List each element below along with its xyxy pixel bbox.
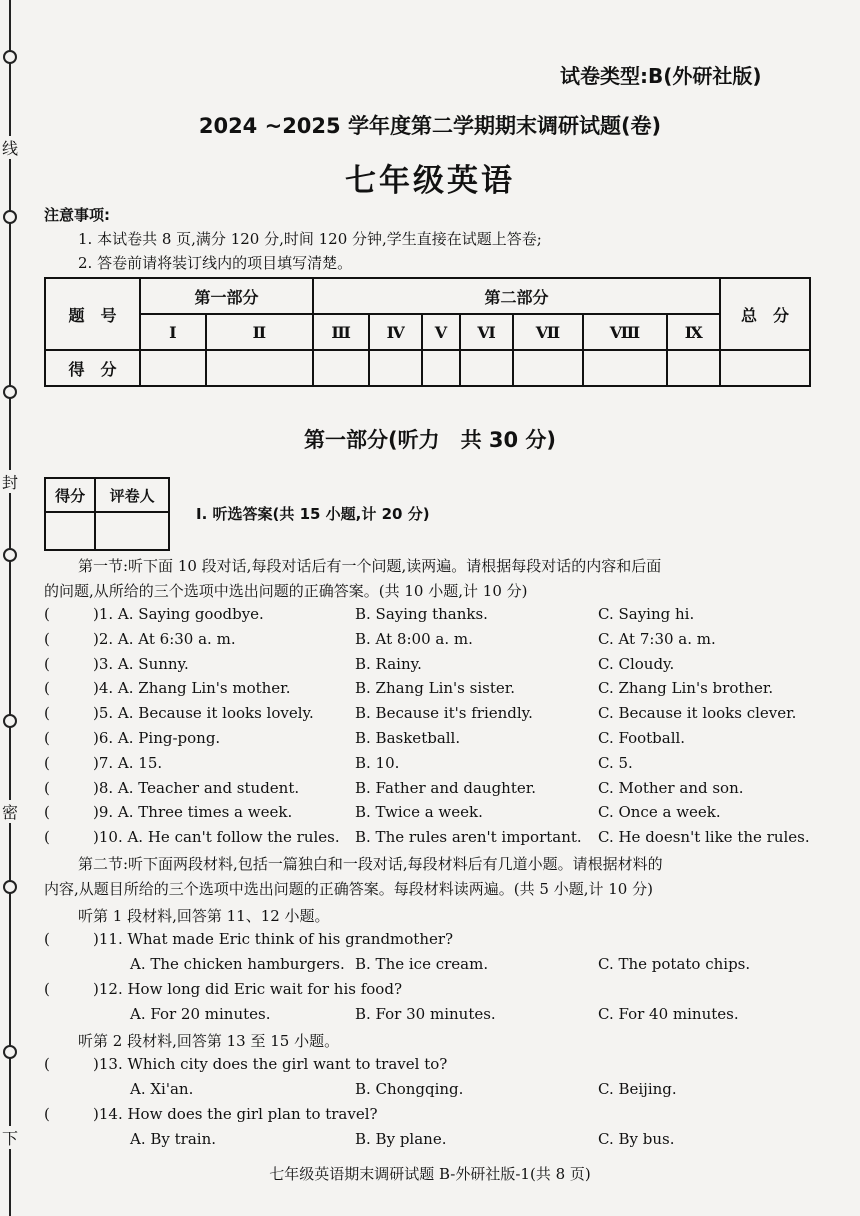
option-a: )5. A. Because it looks lovely. [93, 704, 314, 723]
answer-paren[interactable]: ( [44, 704, 50, 723]
grader-score-label: 得分 [45, 478, 95, 512]
option-b: B. Father and daughter. [355, 778, 537, 797]
score-table-part2: 第二部分 [313, 278, 720, 314]
binding-circle [3, 210, 17, 224]
binding-char-xian: 线 [1, 136, 19, 159]
score-col-7: Ⅶ [513, 314, 582, 350]
option-b: B. At 8:00 a. m. [355, 629, 473, 648]
grader-name-cell [95, 512, 169, 550]
paper-type: 试卷类型:B(外研社版) [560, 64, 762, 88]
option-a: )1. A. Saying goodbye. [93, 605, 264, 623]
option-a: A. By train. [130, 1130, 217, 1148]
answer-paren[interactable]: ( [44, 753, 50, 772]
score-cell [583, 350, 668, 386]
option-a: )3. A. Sunny. [93, 654, 189, 673]
page-footer: 七年级英语期末调研试题 B-外研社版-1(共 8 页) [269, 1165, 591, 1183]
option-c: C. Football. [598, 729, 686, 747]
option-a: )7. A. 15. [93, 753, 163, 772]
answer-paren[interactable]: ( [44, 679, 50, 698]
option-b: B. Zhang Lin's sister. [355, 679, 516, 698]
option-c: C. Mother and son. [598, 778, 744, 797]
option-a: )4. A. Zhang Lin's mother. [93, 679, 291, 698]
score-cell [667, 350, 720, 386]
score-cell [313, 350, 369, 386]
answer-paren[interactable]: ( [44, 930, 50, 948]
score-col-1: Ⅰ [140, 314, 206, 350]
option-c: C. Zhang Lin's brother. [598, 679, 774, 698]
score-col-6: Ⅵ [460, 314, 513, 350]
score-cell [422, 350, 460, 386]
answer-paren[interactable]: ( [44, 629, 50, 648]
option-c: C. The potato chips. [598, 955, 751, 973]
option-a: )6. A. Ping-pong. [93, 729, 221, 747]
option-a: A. Xi'an. [130, 1080, 194, 1098]
score-cell [206, 350, 313, 386]
option-a: A. For 20 minutes. [130, 1005, 271, 1023]
option-c: C. He doesn't like the rules. [598, 828, 810, 847]
option-b: B. For 30 minutes. [355, 1005, 496, 1023]
grader-box [44, 477, 170, 551]
answer-paren[interactable]: ( [44, 1105, 50, 1123]
subject-title: 七年级英语 [345, 163, 515, 199]
option-b: B. The rules aren't important. [355, 828, 582, 847]
binding-char-feng: 封 [1, 470, 19, 493]
score-row-label: 得 分 [45, 350, 140, 386]
grader-name-label: 评卷人 [95, 478, 169, 512]
score-cell [513, 350, 582, 386]
binding-circle [3, 1045, 17, 1059]
answer-paren[interactable]: ( [44, 654, 50, 673]
binding-circle [3, 880, 17, 894]
score-table-total: 总 分 [720, 278, 810, 350]
answer-paren[interactable]: ( [44, 729, 50, 747]
instruction-1-line-2: 的问题,从所给的三个选项中选出问题的正确答案。(共 10 小题,计 10 分) [44, 582, 528, 600]
instruction-1-line-1: 第一节:听下面 10 段对话,每段对话后有一个问题,读两遍。请根据每段对话的内容和后面 [78, 557, 662, 575]
answer-paren[interactable]: ( [44, 828, 50, 847]
option-c: C. By bus. [598, 1130, 675, 1148]
option-c: C. Saying hi. [598, 605, 695, 623]
question-stem: )11. What made Eric think of his grandmother? [93, 930, 454, 948]
score-cell [720, 350, 810, 386]
score-col-2: Ⅱ [206, 314, 313, 350]
option-b: B. Saying thanks. [355, 605, 488, 623]
material-2-label: 听第 2 段材料,回答第 13 至 15 小题。 [78, 1032, 340, 1050]
option-a: )9. A. Three times a week. [93, 803, 293, 822]
answer-paren[interactable]: ( [44, 803, 50, 822]
binding-circle [3, 714, 17, 728]
binding-char-xia: 下 [1, 1126, 19, 1149]
option-a: )2. A. At 6:30 a. m. [93, 629, 236, 648]
option-c: C. Cloudy. [598, 654, 675, 673]
notice-item-1: 1. 本试卷共 8 页,满分 120 分,时间 120 分钟,学生直接在试题上答卷; [78, 230, 542, 248]
option-b: B. Twice a week. [355, 803, 483, 822]
score-col-3: Ⅲ [313, 314, 369, 350]
score-cell [369, 350, 422, 386]
option-c: C. Once a week. [598, 803, 721, 822]
question-stem: )12. How long did Eric wait for his food? [93, 980, 402, 998]
instruction-2-line-2: 内容,从题目所给的三个选项中选出问题的正确答案。每段材料读两遍。(共 5 小题,计 10 分) [44, 880, 653, 898]
part1-title: 第一部分(听力 共 30 分) [303, 428, 557, 452]
option-c: C. At 7:30 a. m. [598, 629, 716, 648]
option-b: B. Chongqing. [355, 1080, 464, 1098]
score-col-4: Ⅳ [369, 314, 422, 350]
score-cell [460, 350, 513, 386]
option-b: B. Basketball. [355, 729, 461, 747]
question-stem: )14. How does the girl plan to travel? [93, 1105, 378, 1123]
exam-title: 2024 ~2025 学年度第二学期期末调研试题(卷) [198, 114, 662, 138]
option-a: A. The chicken hamburgers. [130, 955, 345, 973]
material-1-label: 听第 1 段材料,回答第 11、12 小题。 [78, 907, 330, 925]
answer-paren[interactable]: ( [44, 778, 50, 797]
binding-char-mi: 密 [1, 800, 19, 823]
grader-score-cell [45, 512, 95, 550]
binding-circle [3, 385, 17, 399]
answer-paren[interactable]: ( [44, 980, 50, 998]
score-col-8: Ⅷ [583, 314, 668, 350]
option-a: )8. A. Teacher and student. [93, 778, 300, 797]
score-col-5: Ⅴ [422, 314, 460, 350]
option-b: B. Because it's friendly. [355, 704, 533, 723]
score-table-header-label: 题 号 [45, 278, 140, 350]
question-stem: )13. Which city does the girl want to travel to? [93, 1055, 448, 1073]
option-a: )10. A. He can't follow the rules. [93, 828, 340, 847]
option-c: C. Beijing. [598, 1080, 677, 1098]
option-b: B. Rainy. [355, 654, 422, 673]
score-cell [140, 350, 206, 386]
score-table-part1: 第一部分 [140, 278, 313, 314]
option-b: B. The ice cream. [355, 955, 489, 973]
score-table [44, 277, 811, 387]
answer-paren[interactable]: ( [44, 605, 50, 623]
binding-circle [3, 50, 17, 64]
answer-paren[interactable]: ( [44, 1055, 50, 1073]
option-c: C. For 40 minutes. [598, 1005, 739, 1023]
option-b: B. By plane. [355, 1130, 447, 1148]
option-b: B. 10. [355, 753, 400, 772]
option-c: C. 5. [598, 753, 633, 772]
notice-item-2: 2. 答卷前请将装订线内的项目填写清楚。 [78, 254, 353, 272]
section1-title: Ⅰ. 听选答案(共 15 小题,计 20 分) [196, 505, 430, 523]
option-c: C. Because it looks clever. [598, 704, 797, 723]
binding-circle [3, 548, 17, 562]
instruction-2-line-1: 第二节:听下面两段材料,包括一篇独白和一段对话,每段材料后有几道小题。请根据材料的 [78, 855, 663, 873]
notice-heading: 注意事项: [44, 206, 110, 224]
score-col-9: Ⅸ [667, 314, 720, 350]
